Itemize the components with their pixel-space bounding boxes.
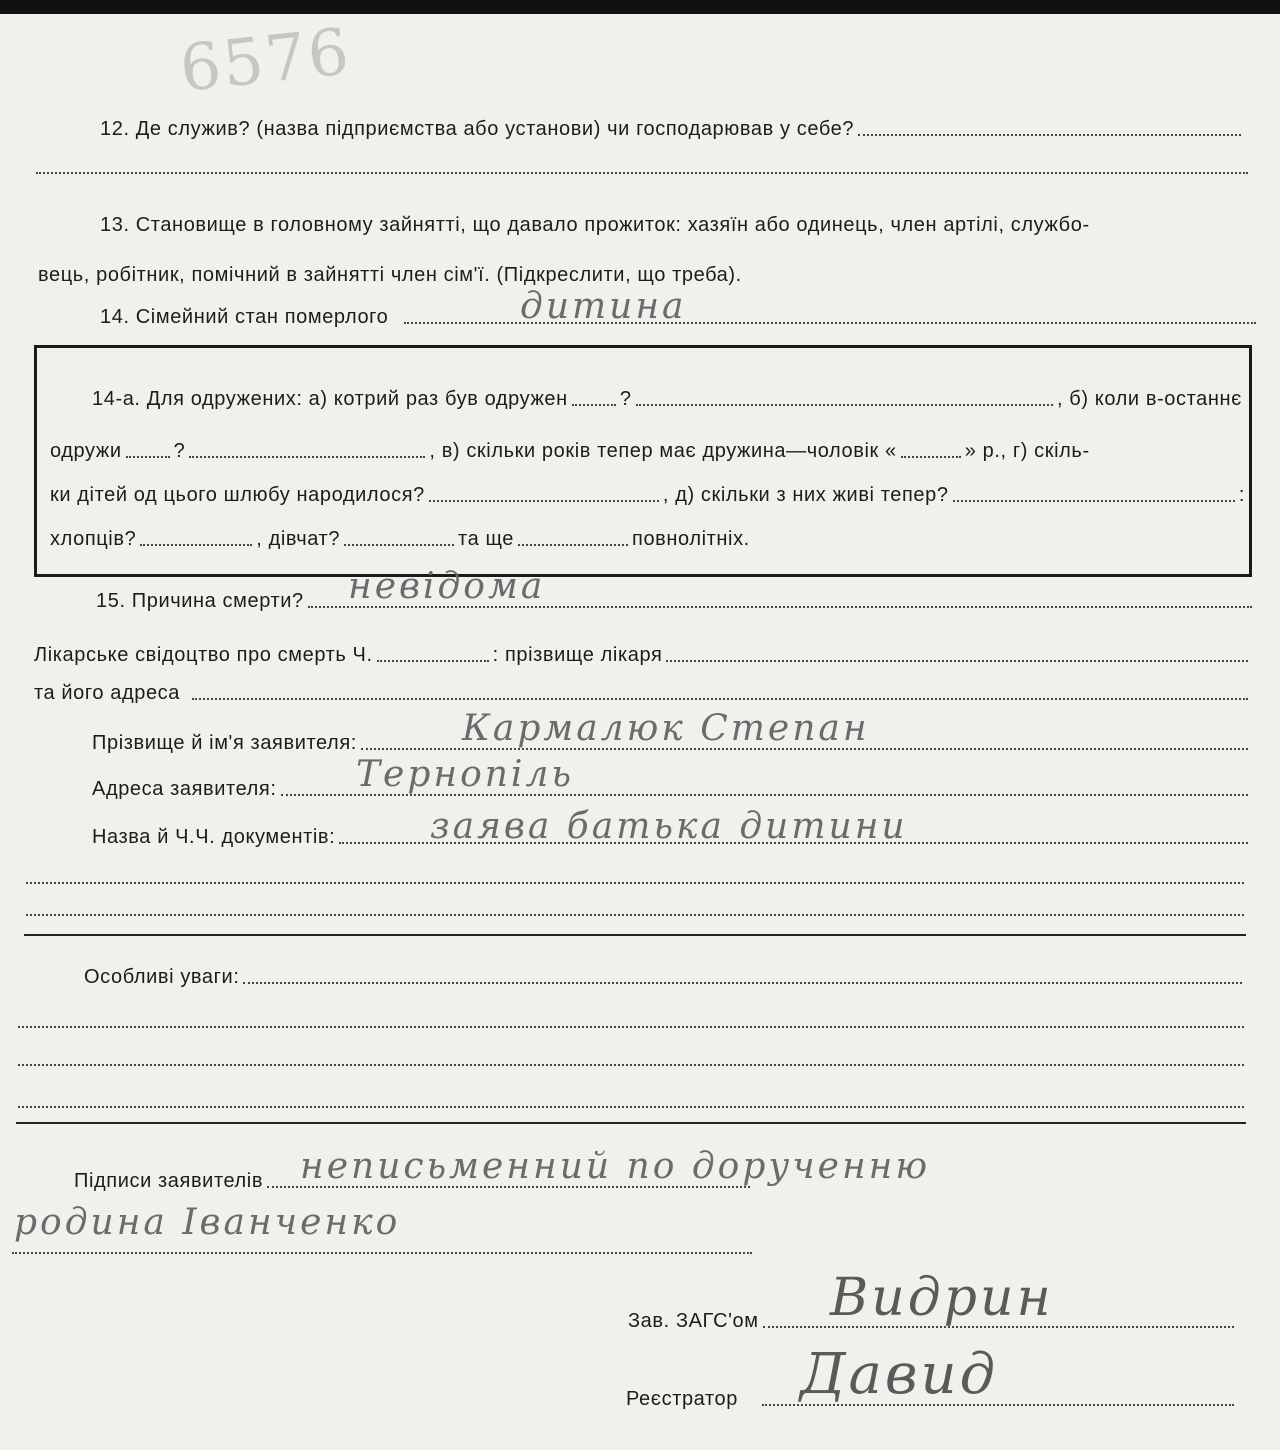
q15-row: [96, 590, 1256, 613]
doctor-surname-field[interactable]: [666, 660, 1248, 662]
q14a-text-a: 14-а. Для одружених: а) котрий раз був одружен: [92, 388, 568, 410]
notes-label: Особливі уваги:: [84, 966, 240, 988]
q15-label: 15. Причина смерти?: [96, 590, 304, 612]
scan-top-edge: [0, 0, 1280, 14]
notes-line-4[interactable]: [18, 1106, 1244, 1108]
q14a-row2: [50, 440, 1245, 463]
q14a-adults-field[interactable]: [518, 544, 628, 546]
applicant-signature-handwritten-2: родина Іванченко: [14, 1202, 401, 1243]
applicant-signature-handwritten-1: неписьменний по дорученню: [300, 1146, 931, 1187]
q14a-children-field[interactable]: [429, 500, 659, 502]
q14a-colon: :: [1238, 484, 1245, 506]
q14-label: 14. Сімейний стан померлого: [100, 306, 389, 328]
q14a-girls-field[interactable]: [344, 544, 454, 546]
q14a-text-d: , д) скільки з них живі тепер?: [662, 484, 949, 506]
q14a-row1: [92, 388, 1242, 411]
q14a-field-2[interactable]: [189, 456, 425, 458]
q13-line2: вець, робітник, помічний в зайнятті член сім'ї. (Підкреслити, що треба).: [38, 264, 742, 286]
registrar-signature: Давид: [800, 1342, 999, 1407]
q14a-field-1[interactable]: [636, 404, 1053, 406]
q14a-text-boys: хлопців?: [50, 528, 137, 550]
medical-cert-number-field[interactable]: [377, 660, 489, 662]
notes-row: [84, 966, 1246, 989]
registrar-label: Реєстратор: [626, 1388, 738, 1410]
doctor-address-row: [34, 682, 1252, 705]
applicant-signatures-label: Підписи заявителів: [74, 1170, 264, 1192]
q14a-q-mark-1: ?: [619, 388, 632, 410]
q14a-text-married: одружи: [50, 440, 122, 462]
q12-row: [100, 118, 1245, 141]
doctor-address-field[interactable]: [192, 698, 1248, 700]
notes-line-2[interactable]: [18, 1026, 1244, 1028]
documents-line-3[interactable]: [26, 914, 1244, 916]
applicant-name-label: Прізвище й ім'я заявителя:: [92, 732, 357, 754]
q14a-times-married-field[interactable]: [572, 404, 616, 406]
q14-handwritten-answer: дитина: [520, 286, 687, 327]
q13-line1: 13. Становище в головному зайнятті, що давало прожиток: хазяїн або одинець, член артілі, службо-: [100, 214, 1090, 236]
documents-value: заява батька дитини: [430, 806, 908, 847]
q14a-q-mark-2: ?: [173, 440, 186, 462]
q14a-row4: [50, 528, 850, 551]
notes-line-1[interactable]: [243, 982, 1242, 984]
applicant-address-row: [92, 778, 1252, 801]
applicant-signatures-line-2[interactable]: [12, 1252, 752, 1254]
section-divider-2: [16, 1122, 1246, 1124]
q12-label: 12. Де служив? (назва підприємства або установи) чи господарював у себе?: [100, 118, 855, 140]
q14a-text-v: , в) скільки років тепер має дружина—чоловік «: [429, 440, 897, 462]
q14a-text-b: , б) коли в-останнє: [1056, 388, 1242, 410]
q14a-text-g: » р., г) скіль-: [964, 440, 1090, 462]
q14a-text-children: ки дітей од цього шлюбу народилося?: [50, 484, 425, 506]
q14a-text-adults: повнолітніх.: [632, 528, 750, 550]
medical-cert-label: Лікарське свідоцтво про смерть Ч.: [34, 644, 373, 666]
q14a-alive-field[interactable]: [953, 500, 1235, 502]
q12-answer-line[interactable]: [858, 134, 1241, 136]
q14a-spouse-age-field[interactable]: [901, 456, 961, 458]
doctor-address-label: та його адреса: [34, 682, 181, 704]
q14a-married-field[interactable]: [126, 456, 170, 458]
doctor-surname-label: : прізвище лікаря: [492, 644, 663, 666]
section-divider-1: [24, 934, 1246, 936]
documents-label: Назва й Ч.Ч. документів:: [92, 826, 336, 848]
q14a-text-and: та ще: [458, 528, 515, 550]
applicant-address-value: Тернопіль: [356, 754, 574, 795]
q12-answer-line-2[interactable]: [36, 172, 1248, 174]
medical-row: [34, 644, 1252, 667]
notes-line-3[interactable]: [18, 1064, 1244, 1066]
applicant-address-label: Адреса заявителя:: [92, 778, 277, 800]
documents-line-2[interactable]: [26, 882, 1244, 884]
applicant-name-value: Кармалюк Степан: [462, 708, 870, 749]
zags-head-label: Зав. ЗАГС'ом: [628, 1310, 759, 1332]
q14a-boys-field[interactable]: [140, 544, 252, 546]
q15-handwritten-answer: невідома: [348, 566, 546, 607]
q14a-text-girls: , дівчат?: [256, 528, 341, 550]
q14a-row3: [50, 484, 1245, 507]
zags-head-signature: Видрин: [830, 1268, 1054, 1328]
archive-number: 6576: [176, 15, 355, 107]
